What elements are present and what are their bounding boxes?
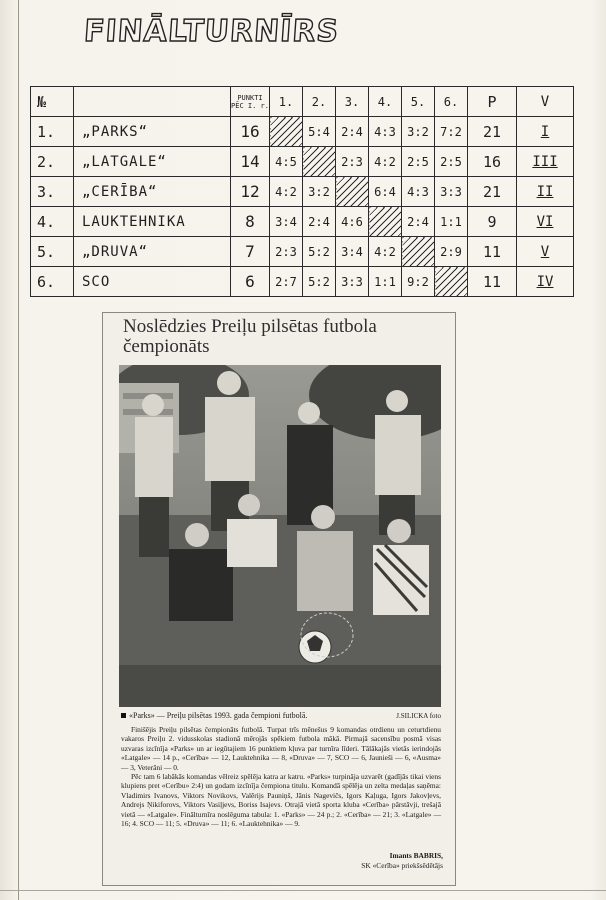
score-cell: 2:4 xyxy=(303,207,336,237)
author-name: Imants BABRIS, xyxy=(389,851,443,860)
header-v: V xyxy=(517,87,574,117)
points-prev: 12 xyxy=(231,177,270,207)
final-place: III xyxy=(517,147,574,177)
points-prev: 16 xyxy=(231,117,270,147)
table-row xyxy=(31,267,574,297)
score-cell: 4:2 xyxy=(369,237,402,267)
team-photo xyxy=(119,365,441,707)
team-name: „PARKS“ xyxy=(74,117,231,147)
score-cell: 5:2 xyxy=(303,267,336,297)
table-row xyxy=(31,237,574,267)
score-cell: 4:2 xyxy=(270,177,303,207)
self-match-cell xyxy=(270,117,303,147)
score-cell: 9:2 xyxy=(402,267,435,297)
points-prev: 14 xyxy=(231,147,270,177)
page-binding-edge xyxy=(18,0,19,900)
header-game-3: 3. xyxy=(336,87,369,117)
row-number: 2. xyxy=(31,147,74,177)
score-cell: 3:3 xyxy=(336,267,369,297)
article-signature xyxy=(361,851,443,870)
table-row xyxy=(31,117,574,147)
final-place: I xyxy=(517,117,574,147)
score-cell: 1:1 xyxy=(369,267,402,297)
tournament-table xyxy=(30,86,574,297)
photo-credit: J.SILICKA foto xyxy=(396,712,441,720)
score-cell: 2:5 xyxy=(402,147,435,177)
header-points-prev: PUNKTI PĒC I. r. xyxy=(231,87,270,117)
score-cell: 2:5 xyxy=(435,147,468,177)
row-number: 6. xyxy=(31,267,74,297)
header-game-1: 1. xyxy=(270,87,303,117)
total-points: 11 xyxy=(468,237,517,267)
table-row xyxy=(31,147,574,177)
self-match-cell xyxy=(435,267,468,297)
total-points: 21 xyxy=(468,117,517,147)
row-number: 5. xyxy=(31,237,74,267)
score-cell: 1:1 xyxy=(435,207,468,237)
score-cell: 3:4 xyxy=(336,237,369,267)
final-place: V xyxy=(517,237,574,267)
total-points: 16 xyxy=(468,147,517,177)
team-name: LAUKTEHNIKA xyxy=(74,207,231,237)
score-cell: 2:3 xyxy=(270,237,303,267)
score-cell: 4:5 xyxy=(270,147,303,177)
team-photo-image xyxy=(119,365,441,707)
total-points: 9 xyxy=(468,207,517,237)
header-game-6: 6. xyxy=(435,87,468,117)
self-match-cell xyxy=(336,177,369,207)
final-place: VI xyxy=(517,207,574,237)
score-cell: 2:4 xyxy=(402,207,435,237)
total-points: 11 xyxy=(468,267,517,297)
score-cell: 4:3 xyxy=(369,117,402,147)
newspaper-clipping xyxy=(102,312,456,886)
article-body xyxy=(121,725,441,828)
score-cell: 2:7 xyxy=(270,267,303,297)
page-title: FINĀLTURNĪRS xyxy=(82,14,341,49)
header-game-4: 4. xyxy=(369,87,402,117)
score-cell: 2:9 xyxy=(435,237,468,267)
header-game-5: 5. xyxy=(402,87,435,117)
table-header-row xyxy=(31,87,574,117)
photo-caption: «Parks» — Preiļu pilsētas 1993. gada čempioni futbolā. xyxy=(129,711,308,720)
header-p: P xyxy=(468,87,517,117)
page-bottom-edge xyxy=(0,890,606,891)
team-name: „LATGALE“ xyxy=(74,147,231,177)
self-match-cell xyxy=(369,207,402,237)
table-row xyxy=(31,177,574,207)
team-name: SCO xyxy=(74,267,231,297)
article-headline: Noslēdzies Preiļu pilsētas futbola čempionāts xyxy=(123,316,377,357)
score-cell: 4:2 xyxy=(369,147,402,177)
score-cell: 5:2 xyxy=(303,237,336,267)
score-cell: 3:2 xyxy=(402,117,435,147)
score-cell: 3:4 xyxy=(270,207,303,237)
team-name: „DRUVA“ xyxy=(74,237,231,267)
points-prev: 8 xyxy=(231,207,270,237)
total-points: 21 xyxy=(468,177,517,207)
row-number: 1. xyxy=(31,117,74,147)
header-num: № xyxy=(31,87,74,117)
score-cell: 3:3 xyxy=(435,177,468,207)
table-row xyxy=(31,207,574,237)
photo-caption-line xyxy=(121,711,441,721)
header-team xyxy=(74,87,231,117)
score-cell: 2:3 xyxy=(336,147,369,177)
row-number: 4. xyxy=(31,207,74,237)
score-cell: 7:2 xyxy=(435,117,468,147)
row-number: 3. xyxy=(31,177,74,207)
team-name: „CERĪBA“ xyxy=(74,177,231,207)
final-place: II xyxy=(517,177,574,207)
author-role: SK «Cerība» priekšsēdētājs xyxy=(361,860,443,870)
final-place: IV xyxy=(517,267,574,297)
score-cell: 2:4 xyxy=(336,117,369,147)
score-cell: 4:3 xyxy=(402,177,435,207)
score-cell: 5:4 xyxy=(303,117,336,147)
self-match-cell xyxy=(303,147,336,177)
points-prev: 7 xyxy=(231,237,270,267)
article-paragraph: Finišējis Preiļu pilsētas čempionāts futbolā. Turpat trīs mēnešus 9 komandas otrdienu un ceturtdienu vakaros Preiļu 2. vidusskolas stadionā mērojās spēkiem futbola mākā. Pirmajā sacensību posmā visas uzvaras izcīnīja «Parks» un ar iegūtajiem 16 punktiem kļuva par turnīra līderi. Tālākajās vietās ierindojās «Latgale» — 14 p., «Cerība» — 12, Lauktehnika — 8, «Druva» — 7, SCO — 6, Jaunieši — 6, «Ausma» — 3, Veterāni — 0. xyxy=(121,725,441,772)
score-cell: 4:6 xyxy=(336,207,369,237)
article-paragraph: Pēc tam 6 labākās komandas vēlreiz spēlēja katra ar katru. «Parks» turpināja uzvarēt (gadījās tikai viens klupiens pret «Cerību» 2:4) un godam izcīnīja čempiona titulu. Komandā spēlēja un zelta medaļas saņēma: Vladimirs Ivanovs, Viktors Novikovs, Valērijs Pauniņš, Jānis Nagevičs, Igors Kaļuga, Igors Jakovļevs, Andrejs Ņikiforovs, Viktors Vasiļjevs, Boriss Isajevs. Otrajā vietā sporta kluba «Cerība» pārstāvji, trešajā vietā — «Latgale». Finālturnīra noslēguma tabula: 1. «Parks» — 24 p.; 2. «Cerība» — 21; 3. «Latgale» — 16; 4. SCO — 11; 5. «Druva» — 11; 6. «Lauktehnika» — 9. xyxy=(121,772,441,829)
points-prev: 6 xyxy=(231,267,270,297)
score-cell: 3:2 xyxy=(303,177,336,207)
header-game-2: 2. xyxy=(303,87,336,117)
score-cell: 6:4 xyxy=(369,177,402,207)
caption-bullet-icon xyxy=(121,713,126,718)
self-match-cell xyxy=(402,237,435,267)
